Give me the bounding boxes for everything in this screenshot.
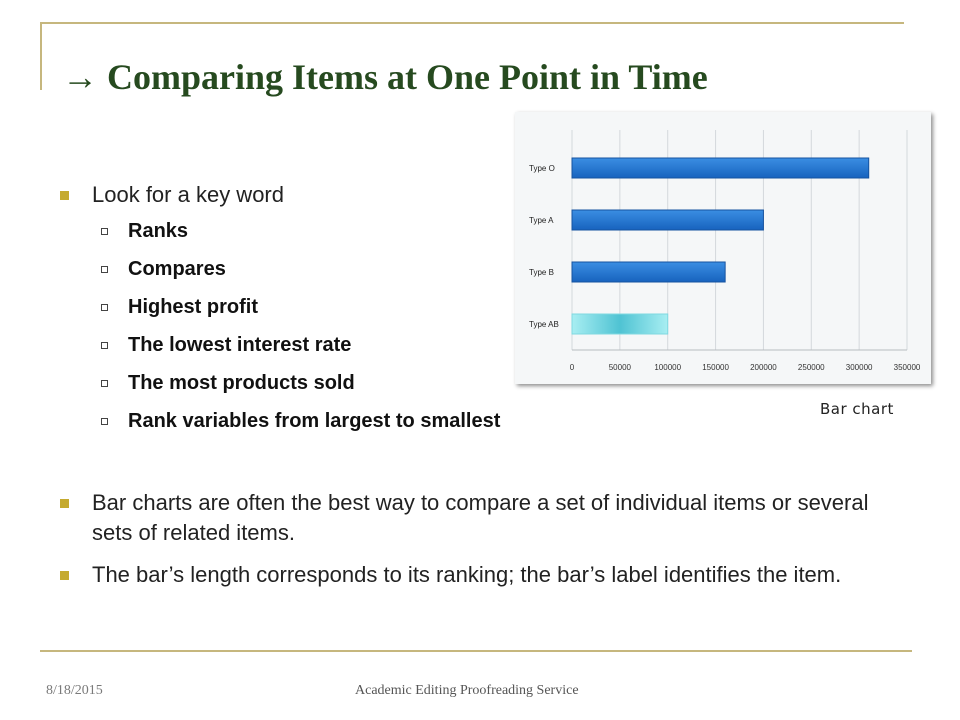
hollow-square-bullet-icon: [101, 304, 108, 311]
x-tick-label: 250000: [797, 363, 825, 372]
bullet-list: [56, 180, 896, 590]
x-tick-label: 0: [569, 363, 575, 372]
hollow-square-bullet-icon: [101, 342, 108, 349]
slide-title: → Comparing Items at One Point in Time: [62, 57, 708, 97]
hollow-square-bullet-icon: [101, 418, 108, 425]
category-label: Type B: [529, 268, 554, 277]
keyword-text: The lowest interest rate: [128, 334, 352, 356]
square-bullet-icon: [60, 499, 69, 508]
left-rule: [40, 22, 42, 90]
keyword-text: The most products sold: [128, 372, 355, 394]
x-tick-label: 300000: [845, 363, 873, 372]
bullet-item: [56, 180, 896, 210]
category-label: Type A: [529, 216, 554, 225]
keyword-item: [56, 326, 896, 364]
chart-caption: Bar chart: [820, 400, 894, 418]
keyword-item: [56, 364, 896, 402]
keyword-item: [56, 288, 896, 326]
keyword-item: [56, 212, 896, 250]
x-tick-label: 350000: [893, 363, 921, 372]
x-tick-label: 100000: [654, 363, 682, 372]
keyword-text: Ranks: [128, 220, 189, 242]
category-label: Type O: [529, 164, 555, 173]
bullet-text: The bar’s length corresponds to its ranking; the bar’s label identifies the item.: [92, 562, 842, 587]
x-tick-label: 50000: [608, 363, 631, 372]
bar: [572, 158, 869, 178]
keyword-text: Rank variables from largest to smallest: [128, 410, 501, 432]
footer-rule: [40, 650, 912, 652]
hollow-square-bullet-icon: [101, 266, 108, 273]
keyword-list: [56, 212, 896, 440]
bullet-text: Look for a key word: [92, 182, 284, 207]
footer-date: 8/18/2015: [46, 683, 103, 698]
square-bullet-icon: [60, 571, 69, 580]
category-label: Type AB: [529, 320, 559, 329]
x-tick-label: 150000: [702, 363, 729, 372]
keyword-item: [56, 402, 896, 440]
footer-text: Academic Editing Proofreading Service: [355, 683, 579, 698]
bullet-item: [56, 488, 896, 548]
bullet-text: Bar charts are often the best way to compare a set of individual items or several sets of related items.: [92, 490, 869, 545]
keyword-item: [56, 250, 896, 288]
square-bullet-icon: [60, 191, 69, 200]
keyword-text: Highest profit: [128, 296, 258, 318]
top-rule: [40, 22, 904, 24]
keyword-text: Compares: [128, 258, 226, 280]
x-tick-label: 200000: [750, 363, 777, 372]
bullet-item: [56, 560, 896, 590]
hollow-square-bullet-icon: [101, 228, 108, 235]
hollow-square-bullet-icon: [101, 380, 108, 387]
